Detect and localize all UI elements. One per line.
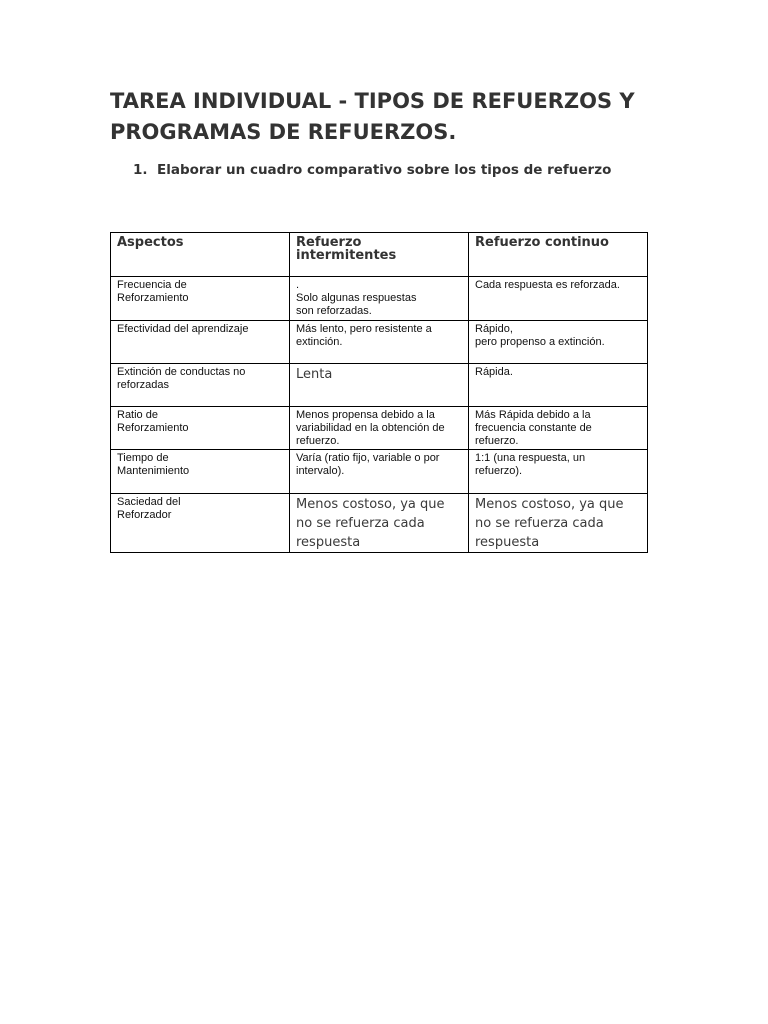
table-cell-aspect: Extinción de conductas no reforzadas (111, 364, 290, 407)
table-cell-intermittent: Lenta (290, 364, 469, 407)
table-cell-aspect: Ratio de Reforzamiento (111, 407, 290, 450)
table-row (111, 450, 648, 494)
table-cell-continuous: Menos costoso, ya que no se refuerza cada respuesta (469, 494, 648, 553)
table-cell-intermittent: Varía (ratio fijo, variable o por intervalo). (290, 450, 469, 494)
table-cell-intermittent: Menos propensa debido a la variabilidad en la obtención de refuerzo. (290, 407, 469, 450)
table-row (111, 321, 648, 364)
header-refuerzo-continuo: Refuerzo continuo (469, 233, 648, 277)
table-cell-continuous: Cada respuesta es reforzada. (469, 277, 648, 321)
table-cell-continuous: 1:1 (una respuesta, un refuerzo). (469, 450, 648, 494)
table-header-row (111, 233, 648, 277)
table-cell-intermittent: Más lento, pero resistente a extinción. (290, 321, 469, 364)
table-cell-continuous: Rápida. (469, 364, 648, 407)
table-cell-aspect: Efectividad del aprendizaje (111, 321, 290, 364)
table-cell-intermittent: Menos costoso, ya que no se refuerza cada respuesta (290, 494, 469, 553)
page-title: TAREA INDIVIDUAL - TIPOS DE REFUERZOS Y PROGRAMAS DE REFUERZOS. (110, 89, 635, 144)
table-cell-aspect: Frecuencia de Reforzamiento (111, 277, 290, 321)
table-row (111, 407, 648, 450)
task-item (133, 162, 611, 178)
table-cell-intermittent: . Solo algunas respuestas son reforzadas. (290, 277, 469, 321)
table-row (111, 277, 648, 321)
header-refuerzo-intermitentes: Refuerzo intermitentes (290, 233, 469, 277)
table-cell-continuous: Más Rápida debido a la frecuencia constante de refuerzo. (469, 407, 648, 450)
table-row (111, 494, 648, 553)
table-row (111, 364, 648, 407)
table-cell-aspect: Saciedad del Reforzador (111, 494, 290, 553)
header-aspectos: Aspectos (111, 233, 290, 277)
table-cell-aspect: Tiempo de Mantenimiento (111, 450, 290, 494)
comparison-table (110, 232, 648, 553)
task-text: Elaborar un cuadro comparativo sobre los tipos de refuerzo (157, 162, 612, 178)
task-number: 1. (133, 162, 148, 178)
table-cell-continuous: Rápido, pero propenso a extinción. (469, 321, 648, 364)
